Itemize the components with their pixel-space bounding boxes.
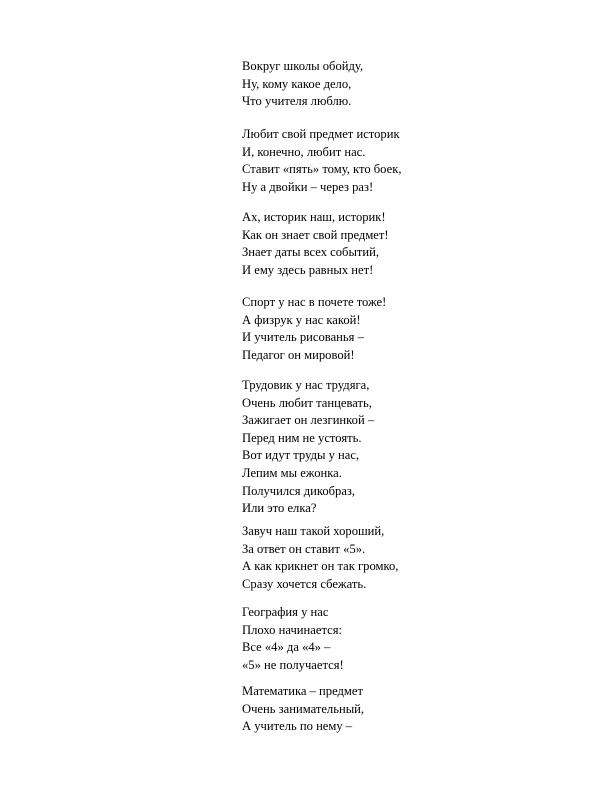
poem-line: Ну а двойки – через раз! [242, 179, 374, 194]
poem-line: Спорт у нас в почете тоже! [242, 295, 387, 309]
poem-line: Перед ним не устоять. [242, 430, 362, 445]
poem-line: Получился дикобраз, [242, 483, 356, 498]
poem-line: Очень любит танцевать, [242, 395, 372, 410]
poem-line: Завуч наш такой хороший, [242, 524, 385, 538]
stanza-3 [242, 209, 389, 279]
poem-line: География у нас [242, 605, 329, 619]
poem-line: Педагог он мировой! [242, 347, 355, 362]
poem-line: Вот идут труды у нас, [242, 448, 360, 463]
stanza-8 [242, 683, 364, 736]
poem-line: Лепим мы ежонка. [242, 465, 342, 480]
stanza-6 [242, 523, 398, 593]
poem-line: Ну, кому какое дело, [242, 76, 352, 91]
stanza-5 [242, 377, 374, 518]
poem-line: Зажигает он лезгинкой – [242, 413, 375, 428]
poem-line: А как крикнет он так громко, [242, 559, 399, 574]
stanza-4 [242, 294, 386, 364]
poem-line: Или это елка? [242, 501, 317, 516]
poem-line: Очень занимательный, [242, 701, 365, 716]
poem-line: Плохо начинается: [242, 622, 342, 637]
poem-line: «5» не получается! [242, 657, 344, 672]
stanza-7 [242, 604, 344, 674]
poem-line: И учитель рисованья – [242, 330, 364, 345]
poem-line: За ответ он ставит «5». [242, 541, 366, 556]
poem-line: Ах, историк наш, историк! [242, 210, 386, 224]
poem-line: Что учителя люблю. [242, 94, 352, 109]
poem-line: Любит свой предмет историк [242, 127, 400, 141]
poem-line: Знает даты всех событий, [242, 245, 380, 260]
poem-line: Сразу хочется сбежать. [242, 576, 367, 591]
poem-line: А учитель по нему – [242, 719, 353, 734]
stanza-1 [242, 58, 363, 111]
poem-line: Трудовик у нас трудяга, [242, 378, 370, 392]
stanza-2 [242, 126, 402, 196]
poem-line: И ему здесь равных нет! [242, 262, 374, 277]
poem-line: Вокруг школы обойду, [242, 59, 364, 73]
poem-line: Математика – предмет [242, 684, 363, 698]
poem-line: Ставит «пять» тому, кто боек, [242, 162, 402, 177]
poem-line: Как он знает свой предмет! [242, 227, 389, 242]
poem-line: Все «4» да «4» – [242, 640, 331, 655]
poem-line: И, конечно, любит нас. [242, 144, 366, 159]
poem-line: А физрук у нас какой! [242, 312, 361, 327]
